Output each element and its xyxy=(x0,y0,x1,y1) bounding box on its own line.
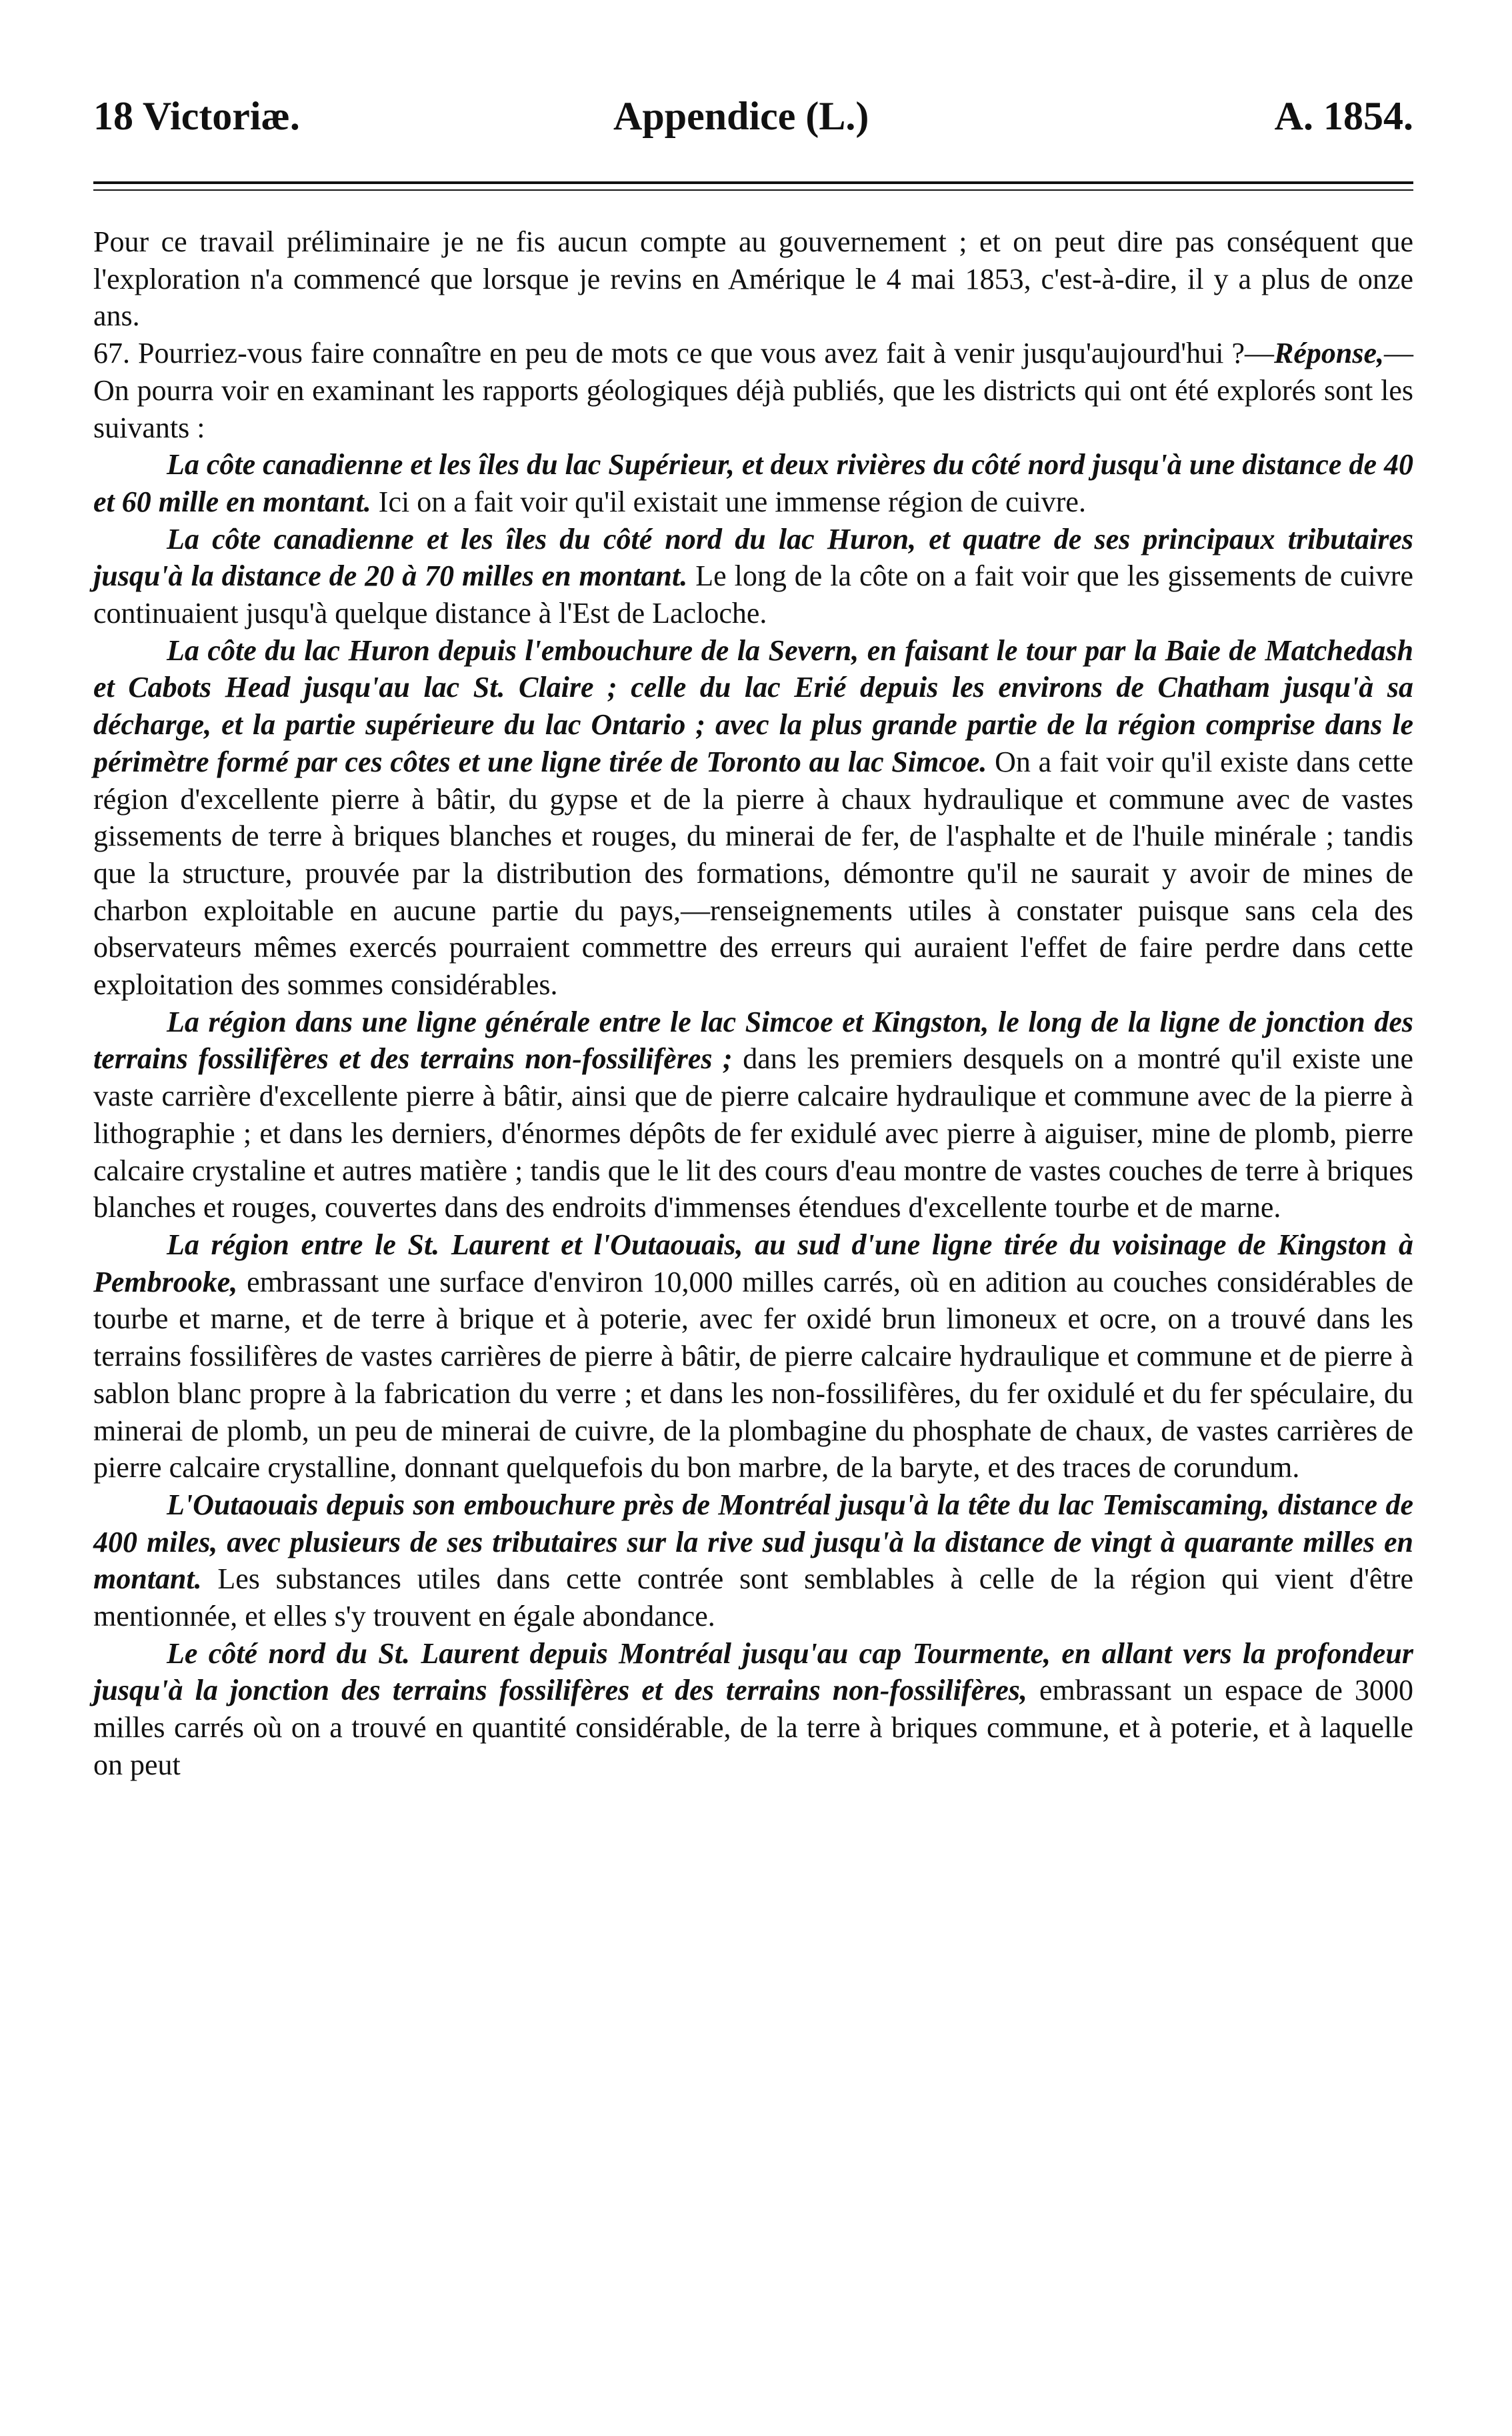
reponse-label: Réponse, xyxy=(1274,337,1384,370)
district-title: La côte du lac Huron depuis l'embouchure de la Severn, en faisant le tour par la Baie de Matchedash et Cabots Head jusqu'au lac St. Claire ; celle du lac Erié depuis les environs de Chatham jusqu'à sa décharge, et la partie supérieure du lac Ontario ; avec la plus grande partie de la région comprise dans le périmètre formé par ces côtes et une ligne tirée de Toronto au lac Simcoe. xyxy=(93,634,1413,778)
paragraph-simcoe-kingston xyxy=(93,1004,1413,1226)
header-rule-thin xyxy=(93,189,1413,191)
district-text: embrassant un espace de 3000 milles carrés où on a trouvé en quantité considérable, de la terre à briques commune, et à poterie, et à laquelle on peut xyxy=(93,1674,1413,1781)
question-text: 67. Pourriez-vous faire connaître en peu de mots ce que vous avez fait à venir jusqu'aujourd'hui ?— xyxy=(93,337,1274,370)
district-text: embrassant une surface d'environ 10,000 milles carrés, où en adition au couches considérables de tourbe et marne, et de terre à brique et à poterie, avec fer oxidé brun limoneux et ocre, on a trouvé dans les terrains fossilifères de vastes carrières de pierre à bâtir, de pierre calcaire hydraulique et commune et de pierre à sablon blanc propre à la fabrication du verre ; et dans les non-fossilifères, du fer oxidulé et du fer spéculaire, du minerai de plomb, un peu de minerai de cuivre, de la plombagine du phosphate de chaux, de vastes carrières de pierre calcaire crystalline, donnant quelquefois du bon marbre, de la baryte, et des traces de corundum. xyxy=(93,1265,1413,1484)
paragraph-lac-huron-severn xyxy=(93,632,1413,1004)
district-text: dans les premiers desquels on a montré qu'il existe une vaste carrière d'excellente pierre à bâtir, ainsi que de pierre calcaire hydraulique et commune avec de la pierre à lithographie ; et dans les derniers, d'énormes dépôts de fer exidulé avec pierre à aiguiser, mine de plomb, pierre calcaire crystaline et autres matière ; tandis que le lit des cours d'eau montre de vastes couches de terre à briques blanches et rouges, couvertes dans des endroits d'immenses étendues d'excellente tourbe et de marne. xyxy=(93,1042,1413,1224)
paragraph-cote-nord xyxy=(93,1635,1413,1784)
district-title: La côte canadienne et les îles du lac Supérieur, et deux rivières du côté nord jusqu'à une distance de 40 et 60 mille en montant. xyxy=(93,448,1413,518)
district-text: Ici on a fait voir qu'il existait une immense région de cuivre. xyxy=(371,485,1086,518)
running-header xyxy=(93,93,1413,153)
paragraph-lac-huron-nord xyxy=(93,521,1413,632)
district-text: Le long de la côte on a fait voir que les gissements de cuivre continuaient jusqu'à quelque distance à l'Est de Lacloche. xyxy=(93,559,1413,630)
header-rule-thick xyxy=(93,181,1413,184)
district-text: Les substances utiles dans cette contrée sont semblables à celle de la région qui vient d'être mentionnée, et elles s'y trouvent en égale abondance. xyxy=(93,1562,1413,1633)
district-title: La région entre le St. Laurent et l'Outaouais, au sud d'une ligne tirée du voisinage de Kingston à Pembrooke, xyxy=(93,1228,1413,1298)
district-title: Le côté nord du St. Laurent depuis Montréal jusqu'au cap Tourmente, en allant vers la profondeur jusqu'à la jonction des terrains fossilifères et des terrains non-fossilifères, xyxy=(93,1636,1413,1707)
district-text: On a fait voir qu'il existe dans cette région d'excellente pierre à bâtir, du gypse et de la pierre à chaux hydraulique et commune avec de vastes gissements de terre à briques blanches et rouges, du minerai de fer, de l'asphalte et de l'huile minérale ; tandis que la structure, prouvée par la distribution des formations, démontre qu'il ne saurait y avoir de mines de charbon exploitable en aucune partie du pays,—renseignements utiles à constater puisque sans cela des observateurs mêmes exercés pourraient commettre des erreurs qui auraient l'effet de faire perdre dans cette exploitation des sommes considérables. xyxy=(93,745,1413,1002)
district-title: La région dans une ligne générale entre le lac Simcoe et Kingston, le long de la ligne de jonction des terrains fossilifères et des terrains non-fossilifères ; xyxy=(93,1005,1413,1076)
header-session: 18 Victoriæ. xyxy=(93,94,300,138)
paragraph-st-laurent-outaouais xyxy=(93,1226,1413,1486)
paragraph-outaouais xyxy=(93,1486,1413,1635)
header-appendix: Appendice (L.) xyxy=(613,94,869,138)
district-title: L'Outaouais depuis son embouchure près de Montréal jusqu'à la tête du lac Temiscaming, distance de 400 miles, avec plusieurs de ses tributaires sur la rive sud jusqu'à la distance de vingt à quarante milles en montant. xyxy=(93,1488,1413,1596)
paragraph-question-67 xyxy=(93,335,1413,446)
answer-text: —On pourra voir en examinant les rapports géologiques déjà publiés, que les districts qui ont été explorés sont les suivants : xyxy=(93,337,1413,444)
paragraph-lac-superieur xyxy=(93,446,1413,520)
paragraph-intro: Pour ce travail préliminaire je ne fis aucun compte au gouvernement ; et on peut dire pas conséquent que l'exploration n'a commencé que lorsque je revins en Amérique le 4 mai 1853, c'est-à-dire, il y a plus de onze ans. xyxy=(93,225,1413,333)
page-body xyxy=(93,223,1413,1784)
district-title: La côte canadienne et les îles du côté nord du lac Huron, et quatre de ses principaux tributaires jusqu'à la distance de 20 à 70 milles en montant. xyxy=(93,522,1413,593)
header-year: A. 1854. xyxy=(1274,94,1413,138)
